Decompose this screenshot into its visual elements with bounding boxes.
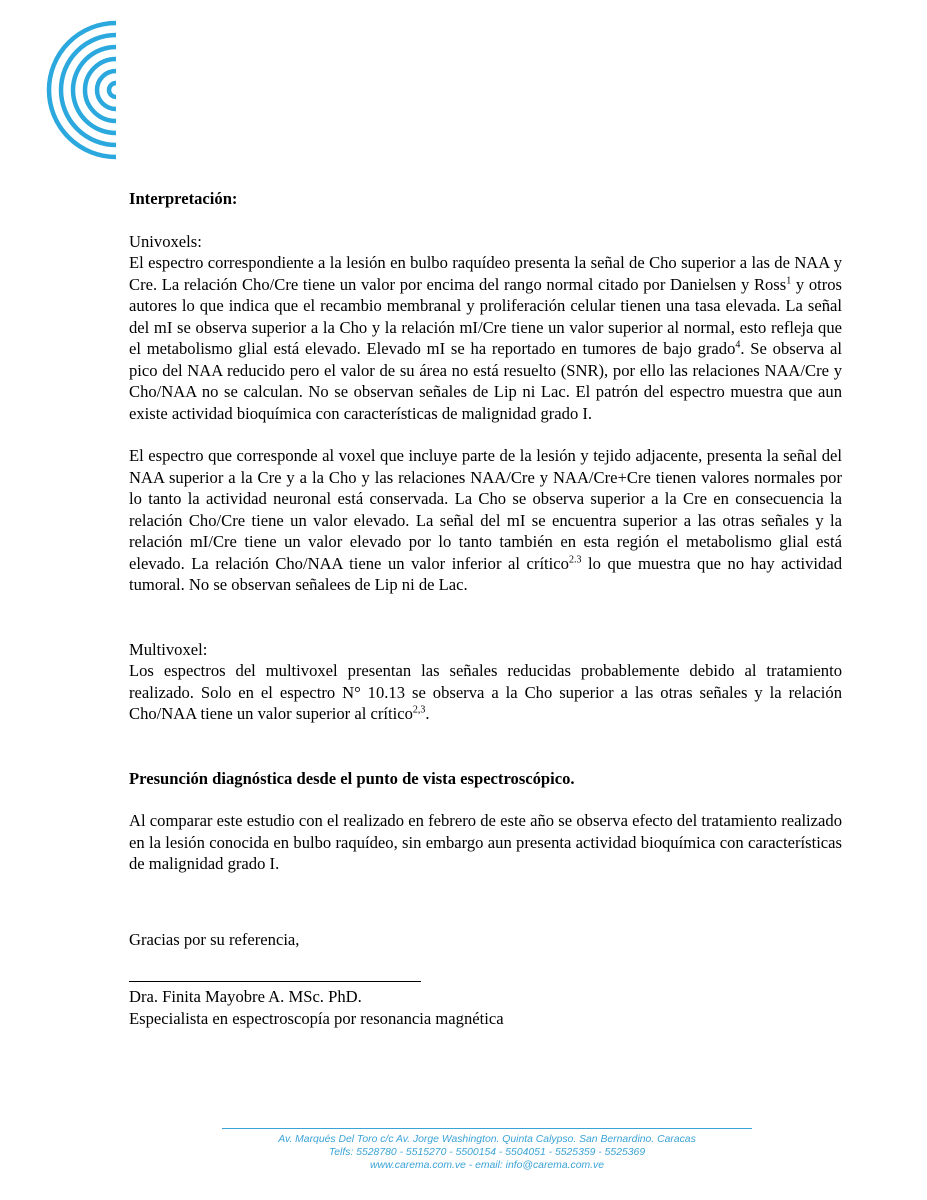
signer-title: Especialista en espectroscopía por resonancia magnética: [129, 1008, 504, 1028]
concentric-arcs-logo: [18, 18, 118, 163]
thanks-line: Gracias por su referencia,: [129, 929, 300, 949]
diagnosis-heading: Presunción diagnóstica desde el punto de vista espectroscópico.: [129, 768, 575, 788]
univoxels-label: Univoxels:: [129, 231, 202, 251]
footer-phones: Telfs: 5528780 - 5515270 - 5500154 - 5504051 - 5525359 - 5525369: [328, 1147, 646, 1158]
footer-web-email: www.carema.com.ve - email: info@carema.com.ve: [369, 1160, 604, 1171]
diagnosis-paragraph: Al comparar este estudio con el realizado en febrero de este año se observa efecto del tratamiento realizado en la lesión conocida en bulbo raquídeo, sin embargo aun presenta actividad bioquímica con características de malignidad grado I.: [129, 811, 842, 873]
footer-address: Av. Marqués Del Toro c/c Av. Jorge Washington. Quinta Calypso. San Bernardino. Caracas: [278, 1134, 696, 1145]
univoxels-paragraph: El espectro correspondiente a la lesión en bulbo raquídeo presenta la señal de Cho superior a las de NAA y Cre. La relación Cho/Cre tiene un valor por encima del rango normal citado por Danielsen y Ross$^1$ y otros autores lo que indica que el recambio membranal y proliferación celular tienen una tasa elevada. La señal del mI se observa superior a la Cho y la relación mI/Cre tiene un valor superior al normal, esto refleja que el metabolismo glial está elevado. Elevado mI se ha reportado en tumores de bajo grado$^4$. Se observa al pico del NAA reducido pero el valor de su área no está resuelto (SNR), por ello las relaciones NAA/Cre y Cho/NAA no se calculan. No se observan señales de Lip ni Lac. El patrón del espectro muestra que aun existe actividad bioquímica con características de malignidad grado I.: [129, 253, 843, 423]
multivoxel-paragraph: Los espectros del multivoxel presentan las señales reducidas probablemente debido al tratamiento realizado. Solo en el espectro N° 10.13 se observa a la Cho superior a las otras señales y la relación Cho/NAA tiene un valor superior al crítico$^{2,3}$.: [129, 661, 842, 723]
footnote-ref: 2.3: [568, 553, 582, 565]
footer-divider: [222, 1128, 752, 1129]
interpretation-heading: Interpretación:: [129, 189, 238, 208]
adjacent-voxel-paragraph: El espectro que corresponde al voxel que incluye parte de la lesión y tejido adjacente, presenta la señal del NAA superior a la Cre y a la Cho y las relaciones NAA/Cre y NAA/Cre+Cre tienen valores normales por lo tanto la actividad neuronal está conservada. La Cho se observa superior a la Cre en consecuencia la relación Cho/Cre tiene un valor elevado. La señal del mI se encuentra superior a las otras señales y la relación mI/Cre tiene un valor elevado por lo tanto también en esta región el metabolismo glial está elevado. La relación Cho/NAA tiene un valor inferior al crítico$^{2.3}$ lo que muestra que no hay actividad tumoral. No se observan señalees de Lip ni de Lac.: [129, 446, 842, 594]
footnote-ref: 2,3: [412, 704, 426, 716]
letterhead-footer: [222, 1128, 752, 1172]
footnote-ref: 4: [735, 339, 741, 351]
signer-name: Dra. Finita Mayobre A. MSc. PhD.: [129, 987, 362, 1006]
multivoxel-label: Multivoxel:: [129, 639, 208, 659]
letter-body: [129, 188, 842, 1029]
footnote-ref: 1: [786, 274, 792, 286]
